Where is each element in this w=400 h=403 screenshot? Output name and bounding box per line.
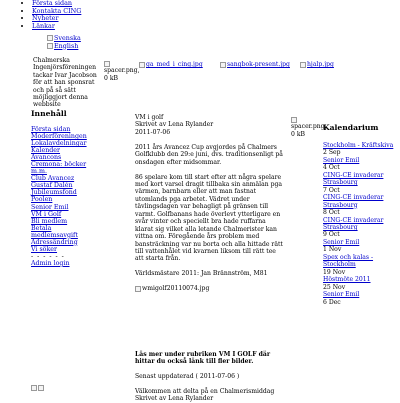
sidebar-item-become-member[interactable]	[31, 218, 97, 225]
calendar-event-link[interactable]: CING-CE invaderar Strasbourg	[323, 194, 384, 209]
broken-image-icon	[31, 385, 37, 391]
broken-image-icon	[291, 117, 297, 123]
banner-image-help[interactable]	[300, 61, 334, 68]
article-date: 2011-07-06	[135, 128, 171, 136]
sidebar-separator: - - - - - -	[31, 252, 65, 260]
article-image	[135, 285, 285, 292]
language-english[interactable]	[47, 43, 81, 51]
calendar-list	[323, 142, 395, 306]
calendar-event-link[interactable]: CING-CE invaderar Strasbourg	[323, 171, 384, 187]
calendar-event[interactable]	[323, 142, 395, 149]
sidebar-item-label[interactable]: Club Avancez	[31, 175, 75, 183]
spacer-image	[291, 116, 327, 138]
flag-english-icon	[47, 43, 53, 49]
calendar-event-date: 25 Nov	[323, 283, 346, 291]
language-label[interactable]: English	[54, 41, 79, 50]
sidebar-item-label[interactable]: Senior Emil	[31, 203, 69, 211]
top-link-label[interactable]: Länkar	[32, 21, 55, 30]
calendar-event[interactable]	[323, 194, 395, 209]
sidebar-item-label[interactable]: Kalender	[31, 147, 61, 155]
sidebar-item-senior-emil[interactable]	[31, 204, 97, 211]
top-link-links[interactable]	[32, 23, 81, 31]
calendar-event-link[interactable]: CING-CE invaderar Strasbourg	[323, 216, 384, 231]
broken-image-icon	[135, 286, 141, 292]
image-alt-text: wmigolf20110074.jpg	[142, 285, 210, 293]
spacer-label: spacer.png, 0 kB	[104, 67, 140, 82]
sidebar-item-label[interactable]: Avancons	[31, 154, 62, 162]
sidebar-menu	[31, 126, 97, 267]
sidebar-item-label[interactable]: Bli medlem	[31, 217, 68, 225]
language-label[interactable]: Svenska	[54, 34, 81, 42]
broken-image-icon	[300, 62, 306, 68]
calendar-title: Kalendarium	[323, 123, 379, 132]
broken-image-icon	[38, 385, 44, 391]
sidebar-item-label[interactable]: Cremona: böcker m.m.	[31, 161, 87, 176]
sidebar-item-address-change[interactable]	[31, 239, 97, 246]
sidebar-item-label[interactable]: Admin login	[31, 259, 70, 267]
sidebar-item-gustaf-dalen[interactable]	[31, 182, 97, 189]
calendar-event-date: 19 Nov	[323, 268, 346, 276]
calendar-event[interactable]	[323, 291, 395, 298]
article-winner: Världsmästare 2011: Jan Brännström, M81	[135, 270, 268, 278]
sidebar-item-label[interactable]: Betala medlemsavgift	[31, 224, 78, 239]
next-article-author: Skrivet av Lena Rylander	[135, 395, 214, 403]
calendar-event-date: 8 Oct	[323, 209, 340, 217]
banner-image-join[interactable]	[139, 61, 203, 68]
calendar-event-link[interactable]: Stockholm - Kräftskiva	[323, 142, 394, 149]
article-updated: Senast uppdaterad ( 2011-07-06 )	[135, 372, 240, 380]
bottom-icons	[31, 385, 45, 392]
article-author: Skrivet av Lena Rylander	[135, 121, 214, 129]
sponsor-text: Chalmerska Ingenjörsföreningen tackar Ivar Jacobson för att han sponsrat och på så sätt möjliggjort denna webbsite	[33, 57, 97, 109]
calendar-event[interactable]	[323, 157, 395, 164]
sidebar-item-label[interactable]: Gustaf Dalén	[31, 182, 73, 190]
calendar-event-date: 4 Oct	[323, 164, 340, 172]
sidebar-item-label[interactable]: Första sidan	[31, 126, 71, 133]
calendar-event[interactable]	[323, 217, 395, 232]
calendar-event[interactable]	[323, 254, 395, 269]
language-switcher	[47, 35, 81, 50]
calendar-event[interactable]	[323, 172, 395, 187]
calendar-event-date: 1 Nov	[323, 246, 342, 254]
spacer-label: spacer.png, 0 kB	[291, 123, 327, 138]
broken-image-icon	[104, 61, 110, 67]
flag-swedish-icon	[47, 35, 53, 41]
top-link-label[interactable]: Första sidan	[32, 0, 73, 7]
main-article	[135, 114, 285, 403]
sidebar-item-pay-fee[interactable]	[31, 225, 97, 239]
article-bold-note: Läs mer under rubriken VM I GOLF där hittar du också länk till fler bilder.	[135, 350, 271, 366]
top-link-label[interactable]: Kontakta CING	[32, 6, 82, 15]
sidebar-item-label[interactable]: Lokalavdelningar	[31, 140, 87, 148]
sidebar-item-local-branches[interactable]	[31, 140, 97, 147]
calendar-event[interactable]	[323, 276, 395, 283]
calendar-event-link[interactable]: Höstmöte 2011	[323, 276, 371, 284]
image-alt-text[interactable]: sangbok-present.jpg	[227, 61, 290, 68]
calendar-event-link[interactable]: Senior Emil	[323, 238, 360, 246]
calendar-event[interactable]	[323, 239, 395, 246]
sidebar-item-admin-login[interactable]	[31, 260, 97, 267]
top-nav	[22, 0, 81, 30]
sidebar-item-label[interactable]: Adressändring	[31, 238, 78, 246]
calendar-event-date: 7 Oct	[323, 186, 340, 194]
sidebar-item-calendar[interactable]	[31, 147, 97, 154]
calendar-event-link[interactable]: Spex och kalas - Stockholm	[323, 253, 374, 269]
image-alt-text[interactable]: ga_med_i_cing.jpg	[146, 61, 203, 68]
article-title: VM i golf	[135, 114, 164, 121]
calendar-event-date: 6 Dec	[323, 298, 341, 306]
sidebar-item-label[interactable]: VM i Golf	[31, 210, 62, 218]
spacer-image	[104, 60, 140, 82]
sidebar-title: Innehåll	[31, 109, 67, 118]
sidebar-item-avancons[interactable]	[31, 154, 97, 161]
sidebar-item-first-page[interactable]	[31, 126, 97, 133]
sidebar-item-label[interactable]: Vi söker	[31, 245, 58, 253]
sidebar-item-we-seek[interactable]	[31, 246, 97, 253]
calendar-event-link[interactable]: Senior Emil	[323, 156, 360, 164]
image-alt-text[interactable]: hjalp.jpg	[307, 61, 334, 68]
sidebar-item-club-avancez[interactable]	[31, 175, 97, 182]
broken-image-icon	[220, 62, 226, 68]
calendar-event-date: 2 Sep	[323, 149, 341, 157]
sidebar-item-label[interactable]: Poolen	[31, 196, 53, 204]
sidebar-item-jubilee-fund[interactable]	[31, 189, 97, 196]
article-paragraph: 2011 års Avancez Cup avgjordes på Chalmers Golfklubb den 29:e juni, dvs. traditionsenligt på onsdagen efter midsommar.	[135, 143, 283, 166]
calendar-event-link[interactable]: Senior Emil	[323, 291, 360, 299]
sidebar-item-label[interactable]: Moderföreningen	[31, 133, 87, 141]
sidebar-item-cremona[interactable]	[31, 161, 97, 175]
next-article-title: Välkommen att delta på en Chalmerismiddag	[135, 387, 275, 395]
broken-image-icon	[139, 62, 145, 68]
banner-image-songbook[interactable]	[220, 61, 290, 68]
sidebar-item-vm-golf[interactable]	[31, 211, 97, 218]
calendar-event-date: 9 Oct	[323, 231, 340, 239]
sidebar-item-pool[interactable]	[31, 196, 97, 203]
article-paragraph: 86 spelare kom till start efter att några spelare med kort varsel dragit tillbaka sin anmälan pga värmen, barnbarn eller att man fastnat utomlands pga arbetet. Vädret under tävlingsdagen var behagligt på gränsen till varmt. Golfbanans hade överlevt ytterligare en svår vinter och speciellt bra hade ruffarna klarat sig vilket alla letande Chalmerister kan vittna om. Föregående års problem med bansträckning var nu borta och alla hittade rätt till vattenhålet vid kvarnen liksom till rätt tee att starta från.	[135, 173, 283, 263]
sidebar-item-parent-association[interactable]	[31, 133, 97, 140]
sidebar-item-label[interactable]: Jubileumsfond	[31, 189, 77, 197]
top-link-label[interactable]: Nyheter	[32, 14, 59, 23]
